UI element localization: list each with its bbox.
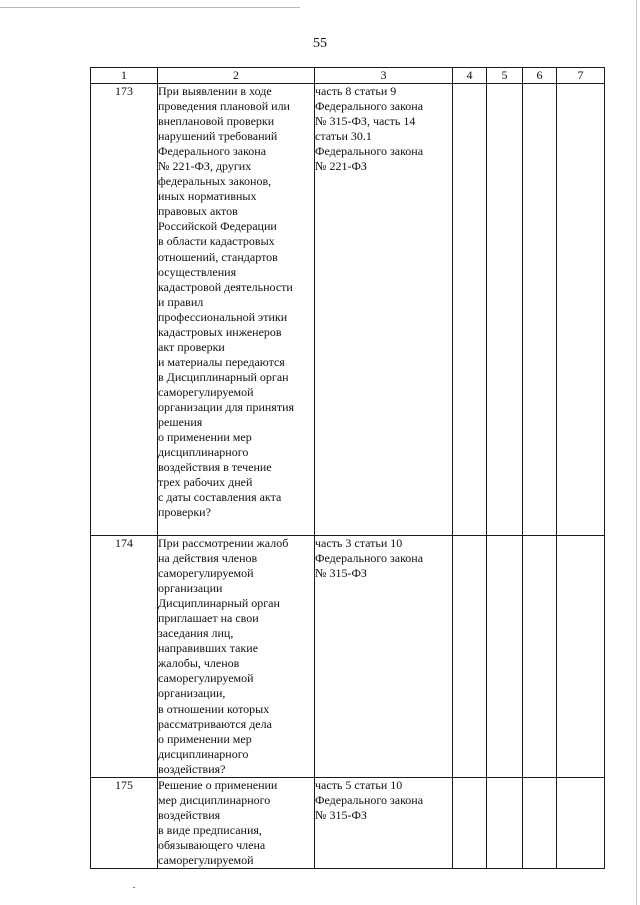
row-number: 173	[91, 84, 158, 536]
header-col-7: 7	[557, 68, 605, 84]
answer-cell-col5	[487, 536, 523, 778]
answer-cell-col4	[453, 84, 487, 536]
answer-cell-col4	[453, 536, 487, 778]
header-col-2: 2	[158, 68, 315, 84]
row-number: 175	[91, 777, 158, 868]
answer-cell-col6	[523, 84, 557, 536]
legal-basis-text	[315, 777, 453, 868]
scan-edge-top	[0, 7, 300, 8]
answer-cell-col5	[487, 84, 523, 536]
requirement-text-content: При выявлении в ходе проведения плановой или внеплановой проверки нарушений требований Федерального закона № 221-ФЗ, других федеральных законов, иных нормативных правовых актов Российской Федерации в области кадастровых отношений, стандартов осуществления кадастровой деятельности и правил профессиональной этики кадастровых инженеров акт проверки и материалы передаются в Дисциплинарный орган саморегулируемой организации для принятия решения о применении мер дисциплинарного воздействия в течение трех рабочих дней с даты составления акта проверки?	[158, 84, 295, 520]
header-col-6: 6	[523, 68, 557, 84]
answer-cell-col5	[487, 777, 523, 868]
legal-basis-text-content: часть 5 статьи 10 Федерального закона № 315-ФЗ	[315, 777, 424, 822]
page-number: 55	[313, 36, 327, 51]
legal-basis-text	[315, 84, 453, 536]
scan-speck	[133, 887, 135, 888]
table-row-173	[91, 84, 605, 536]
checklist-table	[90, 67, 605, 869]
answer-cell-col6	[523, 777, 557, 868]
header-col-3: 3	[315, 68, 453, 84]
requirement-text-content: При рассмотрении жалоб на действия членов саморегулируемой организации Дисциплинарный орган приглашает на свои заседания лиц, направивших такие жалобы, членов саморегулируемой организации, в отношении которых рассматриваются дела о применении мер дисциплинарного воздействия?	[158, 536, 289, 776]
answer-cell-col7	[557, 536, 605, 778]
header-col-5: 5	[487, 68, 523, 84]
requirement-text	[158, 84, 315, 536]
row-number: 174	[91, 536, 158, 778]
legal-basis-text-content: часть 8 статьи 9 Федерального закона № 315-ФЗ, часть 14 статьи 30.1 Федерального закона № 221-ФЗ	[315, 84, 424, 174]
legal-basis-text	[315, 536, 453, 778]
answer-cell-col6	[523, 536, 557, 778]
header-row	[91, 68, 605, 84]
answer-cell-col7	[557, 777, 605, 868]
answer-cell-col4	[453, 777, 487, 868]
scan-edge-right	[636, 0, 637, 905]
answer-cell-col7	[557, 84, 605, 536]
legal-basis-text-content: часть 3 статьи 10 Федерального закона № 315-ФЗ	[315, 536, 424, 581]
header-col-1: 1	[91, 68, 158, 84]
requirement-text-content: Решение о применении мер дисциплинарного воздействия в виде предписания, обязывающего члена саморегулируемой	[158, 777, 278, 867]
table-row-174	[91, 536, 605, 778]
requirement-text	[158, 536, 315, 778]
requirement-text	[158, 777, 315, 868]
table-row-175	[91, 777, 605, 868]
header-col-4: 4	[453, 68, 487, 84]
